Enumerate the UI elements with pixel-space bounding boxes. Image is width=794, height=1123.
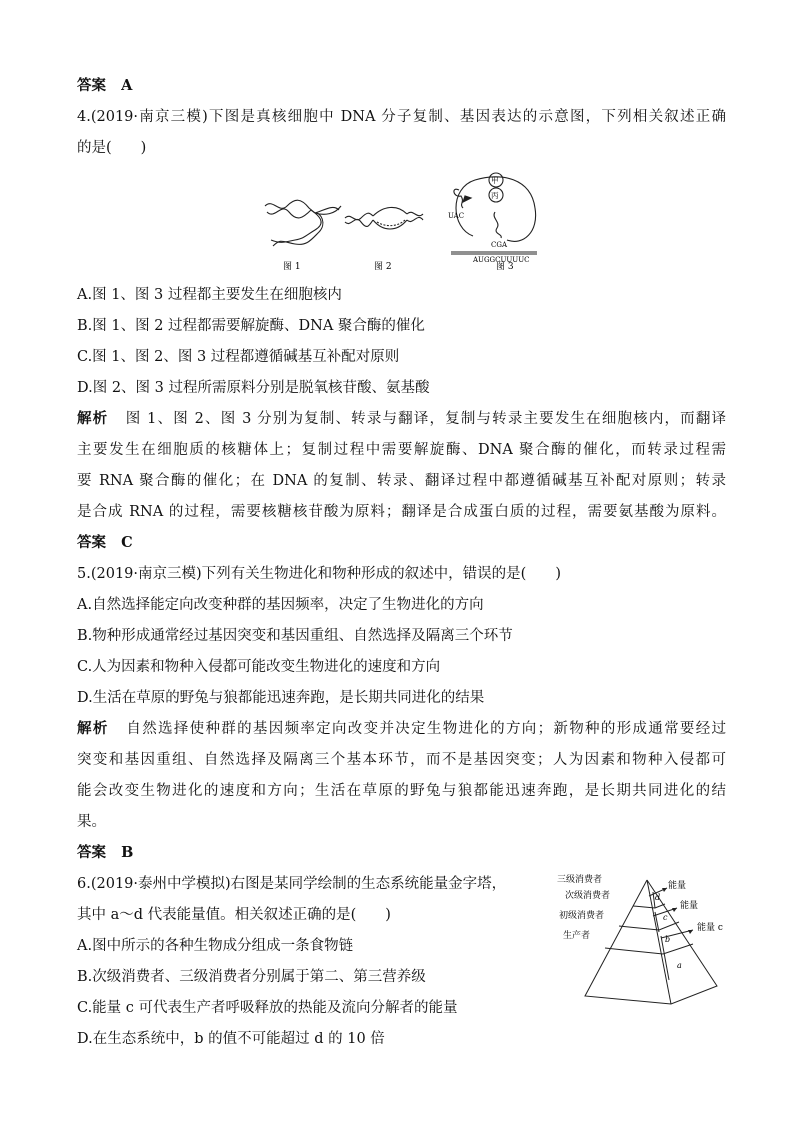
q4-analysis-label: 解析: [77, 410, 109, 427]
q6-option-d: D.在生态系统中，b 的值不可能超过 d 的 10 倍: [77, 1031, 385, 1047]
answer-value: A: [121, 77, 133, 94]
q6-option-a: A.图中所示的各种生物成分组成一条食物链: [77, 938, 354, 954]
answer-label: 答案: [77, 534, 106, 551]
label-uac: UAC: [448, 212, 465, 220]
label-cga: CGA: [491, 241, 508, 249]
label-producer: 生产者: [563, 931, 591, 941]
figure1-replication: [265, 200, 341, 246]
label-primary-consumer: 初级消费者: [559, 911, 605, 921]
figure3-caption: 图 3: [496, 262, 514, 272]
q5-analysis-line2: 突变和基因重组、自然选择及隔离三个基本环节，而不是基因突变；人为因素和物种入侵都可: [77, 752, 726, 768]
label-energy-1: 能量: [668, 881, 687, 891]
answer-value: B: [121, 844, 134, 861]
q4-analysis-line3: 要 RNA 聚合酶的催化；在 DNA 的复制、转录、翻译过程中都遵循碱基互补配对原则；转录: [77, 473, 726, 489]
q5-option-d: D.生活在草原的野兔与狼都能迅速奔跑，是长期共同进化的结果: [77, 690, 485, 706]
answer-line: [77, 76, 132, 96]
figure2-caption: 图 2: [374, 262, 392, 272]
q5-stem: 5.(2019·南京三模)下列有关生物进化和物种形成的叙述中，错误的是( ): [77, 566, 561, 582]
answer-label: 答案: [77, 77, 106, 94]
label-a: a: [677, 961, 682, 970]
label-bing: 丙: [491, 191, 499, 200]
answer-label: 答案: [77, 844, 106, 861]
label-tertiary-consumer: 三级消费者: [557, 875, 603, 885]
label-d: d: [655, 893, 661, 902]
label-mrna: AUGGCUUUUC: [473, 256, 530, 264]
label-energy-2: 能量: [680, 901, 699, 911]
q4-option-d: D.图 2、图 3 过程所需原料分别是脱氧核苷酸、氨基酸: [77, 380, 430, 396]
q4-analysis-line4: 是合成 RNA 的过程，需要核糖核苷酸为原料；翻译是合成蛋白质的过程，需要氨基酸为原料。: [77, 504, 726, 520]
label-energy-c: 能量 c: [697, 923, 723, 933]
energy-pyramid-figure: [555, 868, 735, 1010]
q5-option-c: C.人为因素和物种入侵都可能改变生物进化的速度和方向: [77, 659, 441, 675]
q4-analysis-line2: 主要发生在细胞质的核糖体上；复制过程中需要解旋酶、DNA 聚合酶的催化，而转录过程需: [77, 442, 726, 458]
figure2-transcription: [345, 207, 423, 229]
q6-stem-line1: 6.(2019·泰州中学模拟)右图是某同学绘制的生态系统能量金字塔，: [77, 876, 507, 892]
q4-option-a: A.图 1、图 3 过程都主要发生在细胞核内: [77, 287, 342, 303]
answer-value: C: [121, 534, 133, 551]
q4-answer-line: [77, 533, 133, 553]
q6-option-b: B.次级消费者、三级消费者分别属于第二、第三营养级: [77, 969, 426, 985]
figure1-caption: 图 1: [283, 262, 301, 272]
q5-option-b: B.物种形成通常经过基因突变和基因重组、自然选择及隔离三个环节: [77, 628, 513, 644]
label-jia: 甲: [491, 176, 499, 185]
q5-analysis-line1: 解析 自然选择使种群的基因频率定向改变并决定生物进化的方向；新物种的形成通常要经过: [77, 720, 727, 737]
q6-stem-line2: 其中 a～d 代表能量值。相关叙述正确的是( ): [77, 907, 391, 923]
q4-analysis-line1: 解析 图 1、图 2、图 3 分别为复制、转录与翻译，复制与转录主要发生在细胞核内，而翻译: [77, 410, 727, 427]
q5-answer-line: [77, 843, 133, 863]
label-c: c: [663, 913, 668, 922]
q6-option-c: C.能量 c 可代表生产者呼吸释放的热能及流向分解者的能量: [77, 1000, 458, 1016]
q5-option-a: A.自然选择能定向改变种群的基因频率，决定了生物进化的方向: [77, 597, 484, 613]
q4-stem-line1: 4.(2019·南京三模)下图是真核细胞中 DNA 分子复制、基因表达的示意图，下列相关叙述正确: [77, 109, 726, 125]
label-b: b: [665, 935, 671, 944]
q5-analysis-label: 解析: [77, 720, 109, 737]
q4-stem-line2: 的是( ): [77, 140, 147, 156]
q5-analysis-line3: 能会改变生物进化的速度和方向；生活在草原的野兔与狼都能迅速奔跑，是长期共同进化的结: [77, 783, 726, 799]
q4-dna-figure: [255, 168, 545, 276]
q5-analysis-line4: 果。: [77, 814, 106, 830]
q4-option-b: B.图 1、图 2 过程都需要解旋酶、DNA 聚合酶的催化: [77, 318, 425, 334]
q4-option-c: C.图 1、图 2、图 3 过程都遵循碱基互补配对原则: [77, 349, 400, 365]
label-secondary-consumer: 次级消费者: [565, 891, 611, 901]
